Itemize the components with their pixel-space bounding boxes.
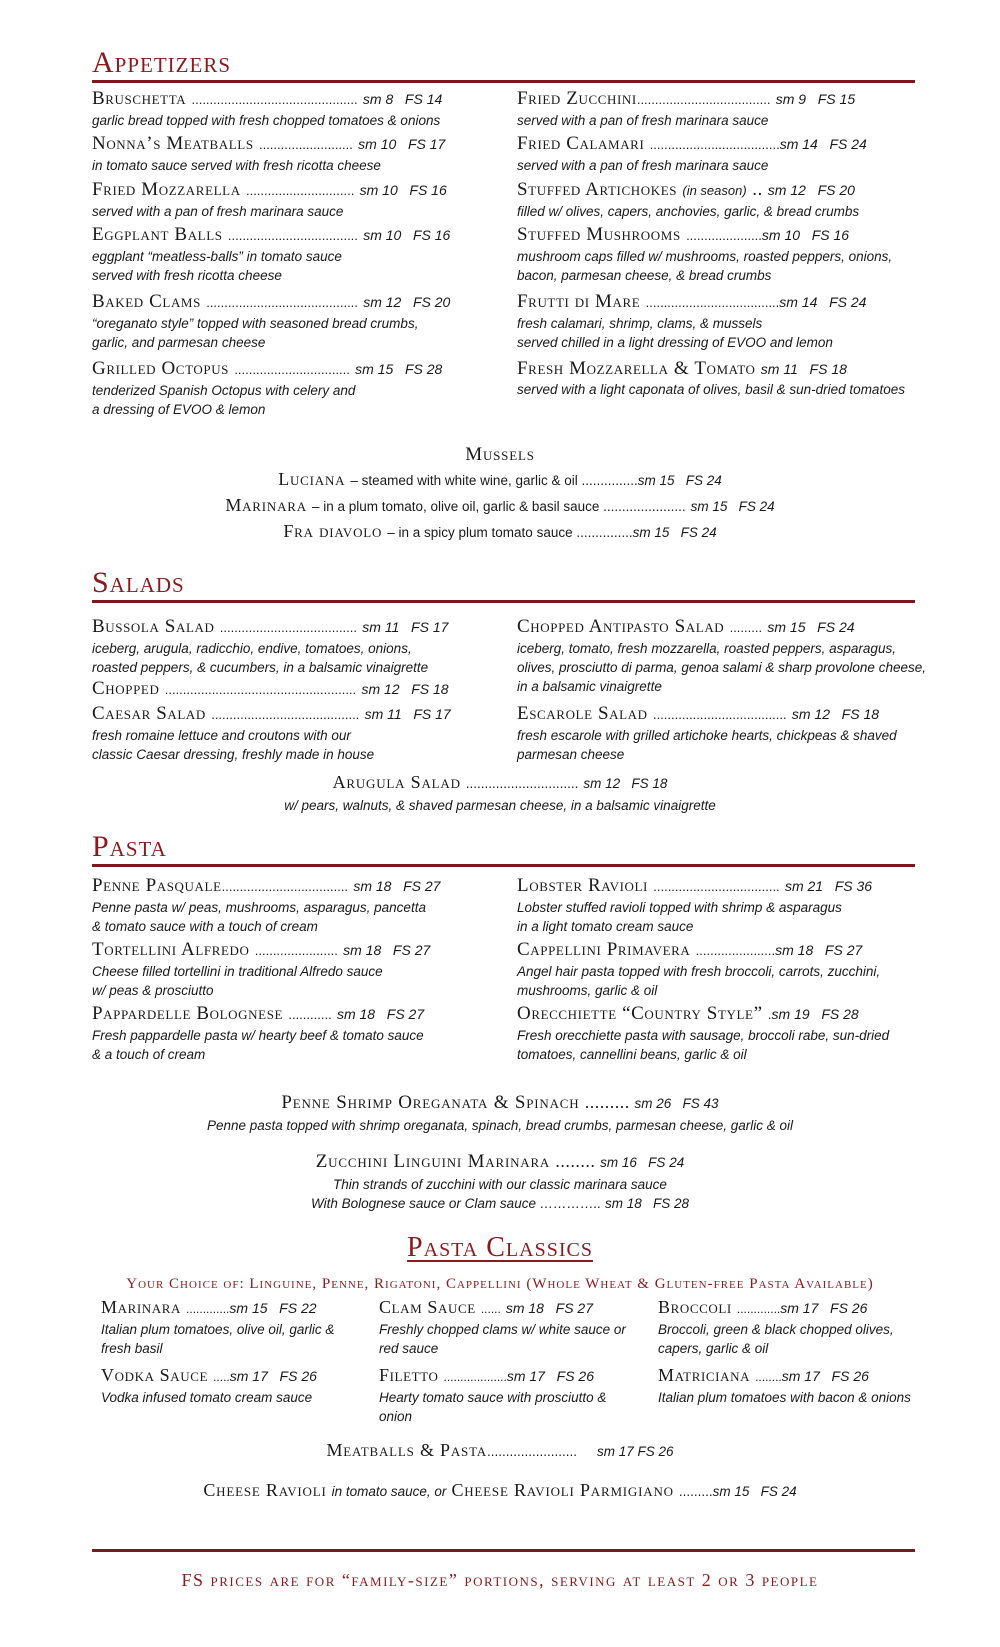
item-name: Grilled Octopus xyxy=(92,358,230,379)
item-description: in tomato sauce, or xyxy=(331,1484,447,1499)
item-description: Fresh pappardelle pasta w/ hearty beef & tomato sauce & a touch of cream xyxy=(92,1028,424,1062)
leader-dots: ............. xyxy=(736,1302,781,1316)
leader-dots: .......................... xyxy=(258,137,353,152)
pasta-classics-title: Pasta Classics xyxy=(407,1232,593,1263)
item-description: Vodka infused tomato cream sauce xyxy=(101,1390,313,1405)
item-name: Chopped xyxy=(92,678,160,699)
item-price: sm 15 FS 28 xyxy=(355,361,443,377)
item-note: (in season) xyxy=(682,183,747,198)
item-description: fresh calamari, shrimp, clams, & mussels served chilled in a light dressing of EVOO and lemon xyxy=(517,316,833,350)
item-description: served with a light caponata of olives, basil & sun-dried tomatoes xyxy=(517,382,905,397)
item-price: sm 15 FS 24 xyxy=(767,619,855,635)
item-name: Cheese Ravioli xyxy=(203,1480,327,1500)
item-price: sm 17 FS 26 xyxy=(506,1368,594,1384)
item-description: served with a pan of fresh marinara sauce xyxy=(92,204,344,219)
pasta-rule xyxy=(92,864,915,867)
menu-item xyxy=(517,224,927,291)
item-price: sm 14 FS 24 xyxy=(779,294,867,310)
pasta-title: Pasta xyxy=(92,830,167,863)
zucchini-linguini-marinara xyxy=(0,1149,1000,1213)
appetizers-right-column xyxy=(517,88,927,399)
item-price: sm 8 FS 14 xyxy=(362,91,443,107)
item-price: sm 15 FS 24 xyxy=(637,473,722,488)
item-description: Fresh orecchiette pasta with sausage, broccoli rabe, sun-dried tomatoes, cannellini beans, garlic & oil xyxy=(517,1028,890,1062)
leader-dots: ........................ xyxy=(486,1444,577,1459)
leader-dots: ......................................... xyxy=(211,707,360,722)
item-name: Clam Sauce xyxy=(379,1297,476,1317)
item-name: Lobster Ravioli xyxy=(517,875,648,896)
menu-item xyxy=(92,678,512,703)
item-description: filled w/ olives, capers, anchovies, garlic, & bread crumbs xyxy=(517,204,860,219)
item-name: Caesar Salad xyxy=(92,703,206,724)
item-name: Pappardelle Bolognese xyxy=(92,1003,284,1024)
item-price: sm 12 FS 18 xyxy=(583,776,668,791)
item-description: Italian plum tomatoes with bacon & onions xyxy=(658,1390,911,1405)
item-description: – in a plum tomato, olive oil, garlic & basil sauce ...................... xyxy=(311,499,686,514)
item-price: sm 19 FS 28 xyxy=(771,1006,859,1022)
appetizers-left-column xyxy=(92,88,512,419)
item-price: sm 15 FS 24 xyxy=(632,525,717,540)
item-price: sm 14 FS 24 xyxy=(779,136,867,152)
salads-right-column xyxy=(517,616,937,764)
item-name: Nonna’s Meatballs xyxy=(92,133,254,154)
menu-item xyxy=(92,616,512,678)
item-price: sm 18 FS 27 xyxy=(775,942,863,958)
item-description: Penne pasta topped with shrimp oreganata, spinach, bread crumbs, parmesan cheese, garlic & oil xyxy=(206,1118,794,1133)
salads-left-column xyxy=(92,616,512,764)
menu-item xyxy=(517,703,937,764)
leader-dots: .............................. xyxy=(245,183,355,198)
menu-item xyxy=(517,1003,937,1064)
item-price: sm 12 FS 18 xyxy=(361,681,449,697)
item-price: sm 12 FS 20 xyxy=(363,294,451,310)
item-price: sm 18 FS 28 xyxy=(604,1196,690,1211)
item-description: Freshly chopped clams w/ white sauce or red sauce xyxy=(379,1322,626,1356)
menu-item xyxy=(92,224,512,291)
item-description: Thin strands of zucchini with our classic marinara sauce xyxy=(333,1177,667,1192)
item-name: Fra diavolo xyxy=(283,521,383,541)
menu-item xyxy=(658,1296,938,1364)
item-price: sm 11 FS 17 xyxy=(362,619,449,635)
item-name: Fried Mozzarella xyxy=(92,179,241,200)
item-name: Luciana xyxy=(278,469,346,489)
item-description: Italian plum tomatoes, olive oil, garlic & fresh basil xyxy=(101,1322,335,1356)
item-price: sm 10 FS 16 xyxy=(363,227,451,243)
item-description: Angel hair pasta topped with fresh broccoli, carrots, zucchini, mushrooms, garlic & oil xyxy=(517,964,881,998)
item-variant: With Bolognese sauce or Clam sauce ………….. xyxy=(310,1196,602,1211)
leader-dots: ...................... xyxy=(695,943,776,958)
item-name: Eggplant Balls xyxy=(92,224,223,245)
menu-item xyxy=(92,291,512,358)
leader-dots: ................................ xyxy=(234,362,350,377)
item-description: garlic bread topped with fresh chopped tomatoes & onions xyxy=(92,113,441,128)
leader-dots: .................................... xyxy=(227,228,358,243)
item-price: sm 11 FS 18 xyxy=(760,361,847,377)
meatballs-and-pasta xyxy=(0,1438,1000,1464)
leader-dots: ......... xyxy=(729,620,763,635)
item-price: sm 10 FS 16 xyxy=(761,227,850,243)
leader-dots: ................................... xyxy=(221,879,349,894)
item-name: Fried Zucchini xyxy=(517,88,637,109)
item-name: Fried Calamari xyxy=(517,133,645,154)
leader-dots: ..................... xyxy=(686,228,762,243)
item-price: sm 18 FS 27 xyxy=(336,1006,425,1022)
menu-item xyxy=(92,133,512,179)
menu-item xyxy=(517,358,927,399)
menu-item xyxy=(92,179,512,224)
item-description: – in a spicy plum tomato sauce ............... xyxy=(387,525,633,540)
item-price: sm 17 FS 26 xyxy=(229,1368,317,1384)
leader-dots: ............. xyxy=(186,1302,230,1316)
leader-dots: ................... xyxy=(443,1370,507,1384)
item-name: Cheese Ravioli Parmigiano xyxy=(451,1480,674,1500)
salads-title: Salads xyxy=(92,566,185,599)
menu-item xyxy=(92,1003,512,1064)
item-name: Orecchiette “Country Style” xyxy=(517,1003,763,1024)
leader-dots: ..................................... xyxy=(652,707,787,722)
item-description: Hearty tomato sauce with prosciutto & onion xyxy=(379,1390,607,1424)
item-name: Chopped Antipasto Salad xyxy=(517,616,725,637)
item-name: Stuffed Mushrooms xyxy=(517,224,681,245)
menu-item xyxy=(517,939,937,1003)
item-name: Meatballs & Pasta xyxy=(326,1440,487,1460)
item-description: served with a pan of fresh marinara sauce xyxy=(517,113,769,128)
leader-dots: ....................... xyxy=(254,943,338,958)
leader-dots: .. xyxy=(751,179,763,200)
item-description: iceberg, tomato, fresh mozzarella, roasted peppers, asparagus, olives, prosciutto di parma, genoa salami & sharp provolone cheese, in a balsamic vinaigrette xyxy=(517,641,926,694)
item-description: iceberg, arugula, radicchio, endive, tomatoes, onions, roasted peppers, & cucumbers, in a balsamic vinaigrette xyxy=(92,641,429,675)
classics-column-2 xyxy=(379,1296,644,1426)
item-name: Arugula Salad xyxy=(332,772,461,792)
item-name: Bruschetta xyxy=(92,88,187,109)
leader-dots: .................................... xyxy=(649,137,780,152)
item-price: sm 18 FS 27 xyxy=(343,942,431,958)
item-name: Penne Shrimp Oreganata & Spinach xyxy=(281,1092,580,1113)
item-description: eggplant “meatless-balls” in tomato sauce served with fresh ricotta cheese xyxy=(92,249,342,283)
item-name: Marinara xyxy=(225,495,307,515)
item-price: sm 21 FS 36 xyxy=(784,878,873,894)
leader-dots: .......................................... xyxy=(206,295,358,310)
leader-dots: ................................... xyxy=(653,879,780,894)
menu-item xyxy=(658,1364,938,1407)
menu-item xyxy=(379,1364,644,1426)
item-price: sm 15 FS 22 xyxy=(229,1300,317,1316)
item-price: sm 12 FS 20 xyxy=(767,182,855,198)
item-price: sm 17 FS 26 xyxy=(781,1368,869,1384)
item-price: sm 11 FS 17 xyxy=(364,706,451,722)
item-price: sm 15 FS 24 xyxy=(690,499,775,514)
item-price: sm 16 FS 24 xyxy=(600,1155,685,1170)
item-name: Cappellini Primavera xyxy=(517,939,691,960)
menu-item xyxy=(92,88,512,133)
leader-dots: . xyxy=(767,1007,772,1022)
appetizers-title: Appetizers xyxy=(92,46,232,79)
menu-item xyxy=(517,133,927,179)
item-description: fresh romaine lettuce and croutons with our classic Caesar dressing, freshly made in house xyxy=(92,728,375,762)
item-name: Filetto xyxy=(379,1365,439,1385)
footer-note: FS prices are for “family-size” portions, serving at least 2 or 3 people xyxy=(181,1570,819,1590)
item-price: sm 18 FS 27 xyxy=(505,1300,593,1316)
classics-column-3 xyxy=(658,1296,938,1407)
item-name: Bussola Salad xyxy=(92,616,215,637)
leader-dots: ..... xyxy=(213,1370,230,1384)
pasta-classics-subtitle: Your Choice of: Linguine, Penne, Rigatoni, Cappellini (Whole Wheat & Gluten-free Pasta Available) xyxy=(126,1276,874,1292)
item-price: sm 9 FS 15 xyxy=(775,91,856,107)
item-price: sm 17 FS 26 xyxy=(780,1300,868,1316)
leader-dots: ......... xyxy=(584,1092,630,1112)
item-name: Fresh Mozzarella & Tomato xyxy=(517,358,756,379)
leader-dots: ............ xyxy=(288,1007,332,1022)
appetizers-rule xyxy=(92,80,915,83)
item-name: Baked Clams xyxy=(92,291,201,312)
item-description: served with a pan of fresh marinara sauce xyxy=(517,158,769,173)
item-price: sm 12 FS 18 xyxy=(791,706,880,722)
leader-dots: ......... xyxy=(678,1484,713,1499)
leader-dots: ..................................................... xyxy=(164,682,357,697)
item-description: tenderized Spanish Octopus with celery and a dressing of EVOO & lemon xyxy=(92,383,356,417)
item-description: Broccoli, green & black chopped olives, capers, garlic & oil xyxy=(658,1322,894,1356)
menu-item xyxy=(517,875,937,939)
item-description: Cheese filled tortellini in traditional Alfredo sauce w/ peas & prosciutto xyxy=(92,964,383,998)
mussels-block xyxy=(0,442,1000,545)
salads-header xyxy=(92,568,915,603)
pasta-left-column xyxy=(92,875,512,1064)
menu-item xyxy=(517,616,937,703)
menu-item xyxy=(379,1296,644,1364)
item-description: Lobster stuffed ravioli topped with shrimp & asparagus in a light tomato cream sauce xyxy=(517,900,842,934)
appetizers-header xyxy=(92,48,915,83)
leader-dots: ...... xyxy=(480,1302,501,1316)
classics-column-1 xyxy=(101,1296,366,1407)
item-name: Frutti di Mare xyxy=(517,291,641,312)
item-description: w/ pears, walnuts, & shaved parmesan cheese, in a balsamic vinaigrette xyxy=(284,798,716,813)
menu-item xyxy=(517,88,927,133)
menu-item xyxy=(92,358,512,419)
item-price: sm 26 FS 43 xyxy=(634,1096,719,1111)
item-price: sm 10 FS 16 xyxy=(359,182,447,198)
menu-item xyxy=(92,875,512,939)
salads-rule xyxy=(92,600,915,603)
leader-dots: ..................................... xyxy=(636,92,771,107)
mussels-title: Mussels xyxy=(465,444,535,465)
item-name: Tortellini Alfredo xyxy=(92,939,250,960)
item-name: Zucchini Linguini Marinara xyxy=(315,1151,551,1172)
item-name: Vodka Sauce xyxy=(101,1365,209,1385)
cheese-ravioli xyxy=(0,1478,1000,1504)
pasta-right-column xyxy=(517,875,937,1064)
item-description: “oreganato style” topped with seasoned bread crumbs, garlic, and parmesan cheese xyxy=(92,316,419,350)
leader-dots: ..................................... xyxy=(645,295,780,310)
item-price: sm 15 FS 24 xyxy=(712,1484,797,1499)
item-name: Penne Pasquale xyxy=(92,875,222,896)
menu-item xyxy=(101,1296,366,1364)
item-name: Escarole Salad xyxy=(517,703,648,724)
leader-dots: ...................................... xyxy=(219,620,357,635)
item-description: mushroom caps filled w/ mushrooms, roasted peppers, onions, bacon, parmesan cheese, & bread crumbs xyxy=(517,249,893,283)
penne-shrimp-oreganata xyxy=(0,1090,1000,1135)
item-name: Broccoli xyxy=(658,1297,732,1317)
item-price: sm 17 FS 26 xyxy=(597,1444,674,1459)
menu-item xyxy=(101,1364,366,1407)
item-description: Penne pasta w/ peas, mushrooms, asparagus, pancetta & tomato sauce with a touch of cream xyxy=(92,900,426,934)
leader-dots: .............................. xyxy=(465,776,579,791)
item-name: Matriciana xyxy=(658,1365,751,1385)
leader-dots: .............................................. xyxy=(191,92,358,107)
menu-item xyxy=(92,939,512,1003)
item-price: sm 10 FS 17 xyxy=(358,136,446,152)
item-name: Marinara xyxy=(101,1297,182,1317)
leader-dots: ........ xyxy=(755,1370,782,1384)
footer-rule xyxy=(92,1549,915,1552)
menu-item xyxy=(92,703,512,764)
pasta-header xyxy=(92,832,915,867)
menu-item xyxy=(517,179,927,224)
leader-dots: ........ xyxy=(555,1151,596,1171)
item-description: in tomato sauce served with fresh ricotta cheese xyxy=(92,158,381,173)
menu-item xyxy=(517,291,927,358)
item-description: fresh escarole with grilled artichoke hearts, chickpeas & shaved parmesan cheese xyxy=(517,728,897,762)
item-price: sm 18 FS 27 xyxy=(353,878,441,894)
arugula-salad xyxy=(0,770,1000,815)
item-name: Stuffed Artichokes xyxy=(517,179,678,200)
item-description: – steamed with white wine, garlic & oil ............... xyxy=(350,473,638,488)
